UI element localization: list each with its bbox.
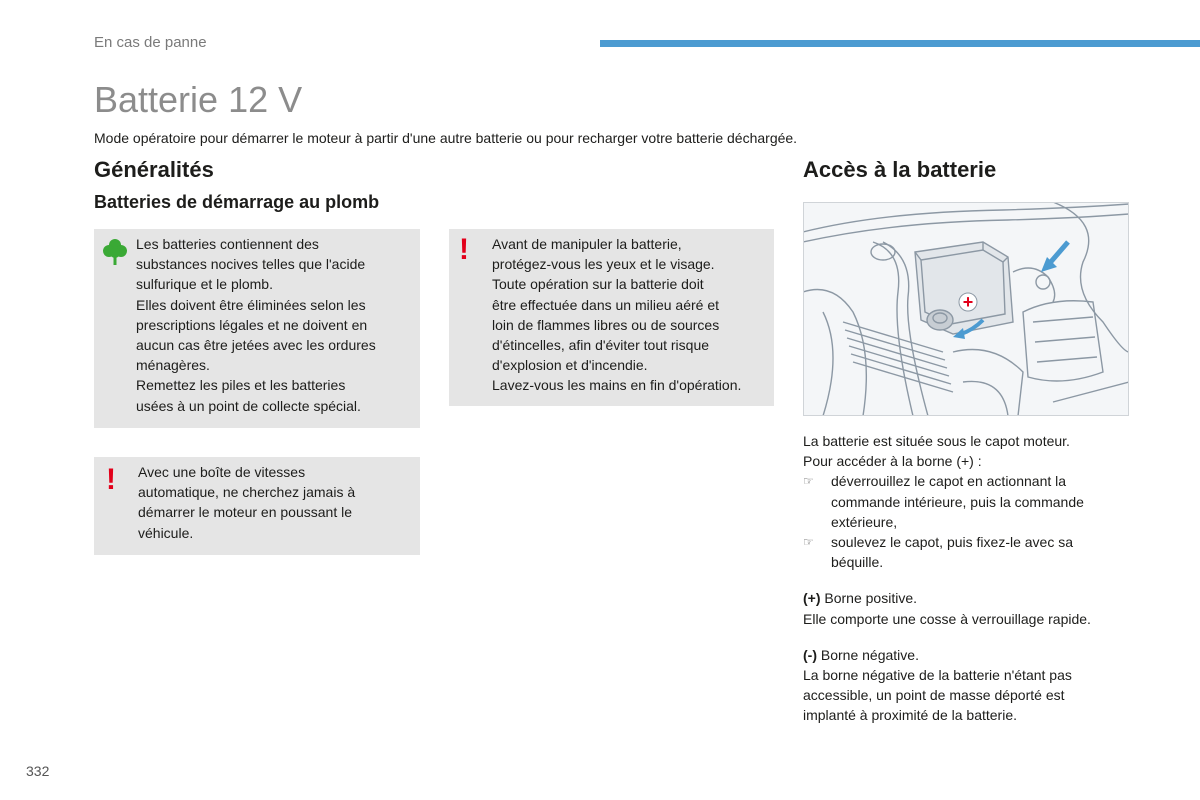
subheading-batteries: Batteries de démarrage au plomb — [94, 192, 380, 212]
leaf-icon — [103, 238, 127, 266]
warning-line: Avec une boîte de vitesses — [138, 464, 306, 480]
step-line: soulevez le capot, puis fixez-le avec sa — [831, 534, 1074, 551]
warning-box-handling — [449, 229, 774, 406]
step-line: extérieure, — [831, 513, 898, 530]
header-accent-bar — [600, 40, 1200, 47]
warning-line: d'explosion et d'incendie. — [492, 357, 648, 374]
step-line: béquille. — [831, 554, 884, 571]
eco-line: usées à un point de collecte spécial. — [136, 397, 361, 414]
eco-line: ménagères. — [136, 357, 210, 374]
eco-line: aucun cas être jetées avec les ordures — [136, 337, 376, 354]
positive-title: Borne positive. — [820, 590, 917, 607]
warning-line: véhicule. — [138, 524, 194, 541]
step-line: commande intérieure, puis la commande — [831, 493, 1084, 510]
warning-line: d'étincelles, afin d'éviter tout risque — [492, 337, 710, 354]
positive-terminal-text: Elle comporte une cosse à verrouillage rapide. — [803, 610, 1091, 627]
positive-terminal-title — [803, 588, 1133, 608]
eco-line: Elles doivent être éliminées selon les — [136, 296, 366, 313]
eco-info-box — [94, 229, 420, 428]
step-item — [803, 532, 1133, 572]
heading-acces-batterie: Accès à la batterie — [803, 157, 997, 182]
eco-line: prescriptions légales et ne doivent en — [136, 316, 368, 333]
intro-text: Mode opératoire pour démarrer le moteur à partir d'une autre batterie ou pour recharger votre batterie déchargée. — [94, 130, 798, 146]
warning-line: être effectuée dans un milieu aéré et — [492, 296, 720, 313]
step-line: déverrouillez le capot en actionnant la — [831, 473, 1067, 490]
warning-line: Lavez-vous les mains en fin d'opération. — [492, 377, 742, 394]
eco-line: Les batteries contiennent des — [136, 236, 319, 252]
page-title: Batterie 12 V — [94, 79, 303, 120]
positive-terminal-mark: + — [962, 292, 974, 312]
negative-line: accessible, un point de masse déporté est — [803, 687, 1065, 704]
eco-line: Remettez les piles et les batteries — [136, 377, 346, 394]
battery-location: La batterie est située sous le capot moteur. — [803, 433, 1070, 449]
battery-access-text — [803, 431, 1133, 726]
page-number: 332 — [26, 763, 50, 779]
pointer-icon: ☞ — [803, 474, 814, 489]
warning-line: démarrer le moteur en poussant le — [138, 504, 352, 521]
negative-line: implanté à proximité de la batterie. — [803, 707, 1017, 724]
negative-terminal-title — [803, 645, 1133, 665]
warning-line: loin de flammes libres ou de sources — [492, 316, 720, 333]
warning-icon: ! — [106, 463, 116, 496]
warning-line: protégez-vous les yeux et le visage. — [492, 256, 715, 273]
negative-title: Borne négative. — [817, 646, 919, 663]
section-label: En cas de panne — [94, 34, 207, 51]
warning-line: automatique, ne cherchez jamais à — [138, 484, 356, 501]
heading-generalites: Généralités — [94, 157, 214, 182]
negative-line: La borne négative de la batterie n'étant pas — [803, 667, 1072, 684]
warning-line: Avant de manipuler la batterie, — [492, 236, 682, 252]
positive-label: (+) — [803, 590, 821, 607]
pointer-icon: ☞ — [803, 535, 814, 550]
access-intro: Pour accéder à la borne (+) : — [803, 453, 982, 470]
negative-label: (-) — [803, 646, 817, 663]
eco-line: substances nocives telles que l'acide — [136, 256, 366, 273]
engine-battery-illustration — [803, 202, 1129, 416]
eco-line: sulfurique et le plomb. — [136, 276, 273, 293]
warning-icon: ! — [459, 233, 469, 266]
warning-line: Toute opération sur la batterie doit — [492, 276, 704, 293]
warning-box-automatic-gearbox — [94, 457, 420, 555]
step-item — [803, 471, 1133, 532]
